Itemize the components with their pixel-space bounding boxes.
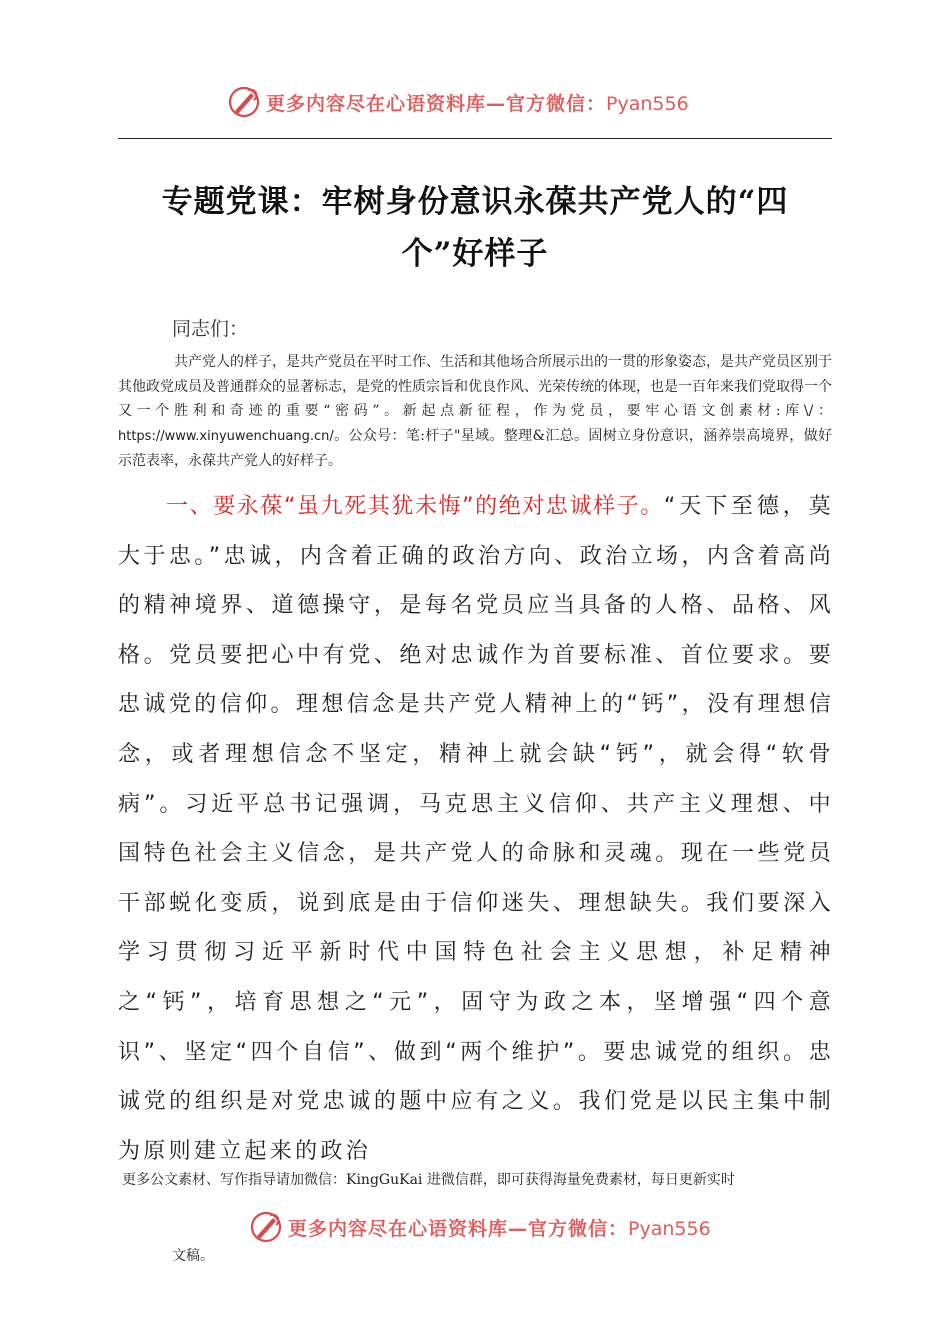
page-title (118, 176, 832, 280)
title-line-2: 个”好样子 (401, 236, 549, 272)
section-1-paragraph (118, 482, 834, 1176)
footer-watermark-banner (248, 1207, 748, 1247)
header-divider (118, 138, 832, 139)
header-banner-text: 更多内容尽在心语资料库—官方微信：Pyan556 (266, 92, 689, 115)
footer-banner-text: 更多内容尽在心语资料库—官方微信：Pyan556 (288, 1217, 711, 1240)
footer-wechat-id: Pyan556 (628, 1217, 711, 1240)
wechat-id: Pyan556 (606, 92, 689, 115)
section-1-heading: 一、要永葆“虽九死其犹未悔”的绝对忠诚样子。 (166, 494, 664, 519)
pen-logo-icon (248, 1209, 284, 1245)
intro-paragraph: 共产党人的样子，是共产党员在平时工作、生活和其他场合所展示出的一贯的形象姿态，是共产党员区别于其他政党成员及普通群众的显著标志，是党的性质宗旨和优良作风、光荣传统的体现，也是一百年来我们党取得一个又一个胜利和奇迹的重要“密码”。新起点新征程，作为党员，要牢心语文创素材:库\/：https://www.xinyuwenchuang.cn/。公众号：笔:杆子"星域。整理&汇总。固树立身份意识，涵养崇高境界，做好示范表率，永葆共产党人的好样子。 (118, 354, 832, 470)
intro-url: https://www.xinyuwenchuang.cn/ (118, 428, 334, 444)
footer-note: 更多公文素材、写作指导请加微信：KingGuKai 进微信群，即可获得海量免费素材，每日更新实时 (122, 1172, 735, 1188)
section-1-body: “天下至德，莫大于忠。”忠诚，内含着正确的政治方向、政治立场，内含着高尚的精神境界、道德操守，是每名党员应当具备的人格、品格、风格。党员要把心中有党、绝对忠诚作为首要标准、首位要求。要忠诚党的信仰。理想信念是共产党人精神上的“钙”，没有理想信念，或者理想信念不坚定，精神上就会缺“钙”，就会得“软骨病”。习近平总书记强调，马克思主义信仰、共产主义理想、中国特色社会主义信念，是共产党人的命脉和灵魂。现在一些党员干部蜕化变质，说到底是由于信仰迷失、理想缺失。我们要深入学习贯彻习近平新时代中国特色社会主义思想，补足精神之“钙”，培育思想之“元”，固守为政之本，坚增强“四个意识”、坚定“四个自信”、做到“两个维护”。要忠诚党的组织。忠诚党的组织是对党忠诚的题中应有之义。我们党是以民主集中制为原则建立起来的政治 (118, 494, 834, 1164)
footer-note-continuation: 文稿。 (172, 1248, 214, 1264)
title-line-1: 专题党课：牢树身份意识永葆共产党人的“四 (161, 184, 789, 220)
salutation: 同志们： (172, 318, 249, 340)
header-watermark-banner (226, 82, 726, 122)
pen-logo-icon (226, 84, 262, 120)
